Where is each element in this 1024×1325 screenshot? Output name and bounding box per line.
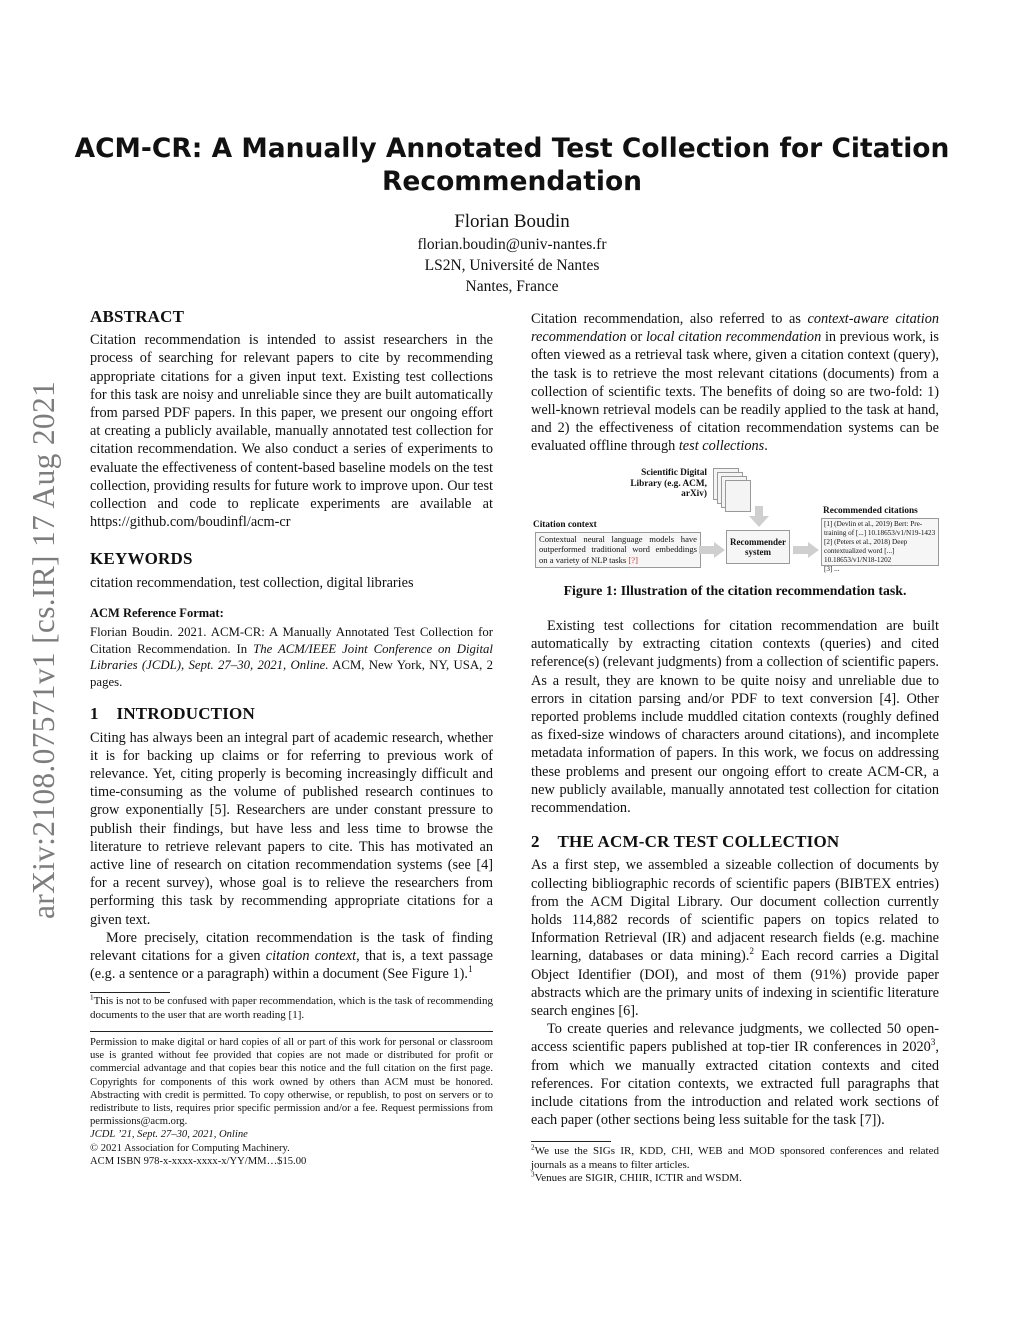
author-affiliation: LS2N, Université de Nantes [424,257,600,274]
down-arrow-icon [749,506,769,528]
footnote-ref-3: 3 [930,1038,936,1049]
keywords-heading: KEYWORDS [90,549,193,569]
intro-paragraph-2 [90,929,493,984]
acm-ref-citation: Florian Boudin. 2021. ACM-CR: A Manually Annotated Test Collection for Citation Recommendation. In [90,625,493,656]
recommended-list [821,518,939,573]
acm-ref-publisher: ACM, New York, NY, USA, 2 pages. [90,658,493,689]
right-intro-paragraph [531,310,939,456]
left-column [90,308,493,983]
right-intro-em2: local citation recommendation [645,329,822,346]
footnote-1-mark: 1 [90,993,94,1002]
recommender-system-box: Recommender system [726,530,790,564]
right-arrow-icon [793,542,819,558]
intro-heading [90,705,493,723]
footnote-rule-right [531,1141,611,1142]
intro-p2-emphasis: citation context [265,948,357,965]
permission-text: Permission to make digital or hard copies of all or part of this work for personal or classroom use is granted without fee provided that copies are not made or distributed for profit or commercial advantage and that copies bear this notice and the full citation on the first page. Copyrights for components of this work owned by others than ACM must be honored. Abstracting with credit is permitted. To copy otherwise, or republish, to post on servers or to redistribute to lists, requires prior specific permission and/or a fee. Request permissions from permissions@acm.org. [90,1037,493,1128]
figure-1 [531,466,939,576]
footnote-2-text: We use the SIGs IR, KDD, CHI, WEB and MOD sponsored conferences and related journals as a means to filter articles. [531,1145,939,1171]
paper-title [60,132,964,198]
author-email: florian.boudin@univ-nantes.fr [417,236,607,253]
footnote-ref-2: 2 [749,947,755,958]
arxiv-identifier: arXiv:2108.07571v1 [cs.IR] 17 Aug 2021 [26,380,61,920]
recommended-label: Recommended citations [823,506,918,516]
permission-copyright: © 2021 Association for Computing Machinery. [90,1142,290,1154]
intro-paragraph-1: Citing has always been an integral part of academic research, whether it is for backing up claims or for referring to previous work of relevance. Yet, citing properly is becoming increasingly difficult and time-consuming as the volume of published research continues to grow exponentially [5]. Researchers are under constant pressure to publish their findings, but have less and less time to browse the literature to retrieve relevant papers to cite. This has motivated an active line of research on citation recommendation systems (see [4] for a recent survey), whose goal is to relieve the researchers from performing this task by recommending appropriate citations for a given text. [90,729,493,928]
title-line-1: ACM-CR: A Manually Annotated Test Collection for Citation [74,133,950,164]
library-label: Scientific Digital Library (e.g. ACM, arXiv) [630,468,707,499]
footnote-ref-1: 1 [467,965,473,976]
context-marker: [?] [628,554,638,565]
footnote-3-text: Venues are SIGIR, CHIIR, ICTIR and WSDM. [534,1172,742,1185]
footnote-2-mark: 2 [531,1143,535,1152]
acm-ref-text [90,624,493,690]
right-paragraph-2: Existing test collections for citation recommendation are built automatically by extracting citation contexts (queries) and cited reference(s) (relevant judgments) from a collection of scientific papers. As a result, they are known to be quite noisy and unreliable due to errors in citation parsing and/or PDF to text conversion [4]. Other reported problems include muddled citation contexts (roughly defined as fixed-size windows of characters around citations), and incomplete metadata information of papers. In this work, we focus on addressing these problems and present our ongoing effort to create ACM-CR, a new publicly available, manually annotated test collection for citation recommendation. [531,618,939,817]
acm-ref-venue: The ACM/IEEE Joint Conference on Digital Libraries (JCDL), Sept. 27–30, 2021, Online. [90,641,493,673]
intro-p2-end: , that is, a text passage (e.g. a sentence or a paragraph) within a document (See Figure 1). [90,948,493,983]
permission-isbn: ACM ISBN 978-x-xxxx-xxxx-x/YY/MM…$15.00 [90,1155,307,1167]
right-intro-c: in previous work, is often viewed as a retrieval task where, given a citation context (query), the task is to retrieve the most relevant citations (documents) from a collection of scientific texts. The benefits of doing so are two-fold: 1) well-known retrieval models can be readily applied to the task at hand, and 2) the effectiveness of citation recommendation systems can be evaluated offline through [531,329,939,455]
intro-heading-text: INTRODUCTION [116,704,255,724]
context-label: Citation context [533,520,597,530]
figure-1-caption: Figure 1: Illustration of the citation recommendation task. [563,583,907,598]
recommended-item: [1] (Devlin et al., 2019) Bert: Pre-training of [...] 10.18653/v1/N19-1423 [824,520,936,537]
right-arrow-icon [699,542,725,558]
section-2-p1-a: As a first step, we assembled a sizeable collection of documents by collecting bibliographic records of scientific papers ( [531,857,939,892]
section-2-p1-b: entries) from the ACM Digital Library. Our document collection currently holds 114,882 records of scientific papers on topics related to Information Retrieval (IR) and adjacent research fields (e.g. machine learning, databases or data mining). [531,875,939,965]
footnote-1 [90,995,493,1022]
section-2-paragraph-2 [531,1020,939,1129]
permission-rule [90,1031,493,1032]
section-2-p1-c: Each record carries a Digital Object Identifier (DOI), and most of them (91%) provide paper abstracts which are the primary units of indexing in scientific literature search engines [6]. [531,948,939,1020]
section-2-p2-b: , from which we manually extracted citation contexts and cited references. For citation contexts, we extracted full paragraphs that include citations from the introduction and related work sections of each paper (other sections being less suitable for the task [7]). [531,1039,939,1129]
keywords-text: citation recommendation, test collection, digital libraries [90,574,414,591]
arxiv-side-stamp [24,360,64,940]
permission-venue: JCDL ’21, Sept. 27–30, 2021, Online [90,1129,248,1141]
section-2-heading [531,833,939,851]
section-2-paragraph-1 [531,856,939,1020]
section-2-p2-a: To create queries and relevance judgments, we collected 50 open-access scientific papers published at top-tier IR conferences in 2020 [531,1021,939,1056]
abstract-heading: ABSTRACT [90,307,185,326]
document-stack-icon [725,480,751,512]
author-location: Nantes, France [465,278,559,295]
right-intro-em3: test collections [678,438,765,455]
abstract-text: Citation recommendation is intended to assist researchers in the process of searching for relevant papers to cite by recommending appropriate citations for a given input text. Existing test collections for this task are noisy and unreliable since they are built automatically from parsed PDF papers. In this paper, we present our ongoing effort at creating a publicly available, manually annotated test collection for citation recommendation. We also conduct a series of experiments to evaluate the effectiveness of content-based baseline models on the test collection, providing results for future work to improve upon. Our test collection and code to replicate experiments are available at https://github.com/boudinfl/acm-cr [90,332,493,531]
intro-p2-start: More precisely, citation recommendation is the task of finding relevant citations for a given [90,929,493,965]
section-2-title: THE ACM-CR TEST COLLECTION [557,832,840,852]
footnote-rule [90,992,170,993]
acm-ref-heading: ACM Reference Format: [90,605,224,620]
section-2-number: 2 [531,832,540,852]
title-line-2: Recommendation [381,166,643,197]
permission-block [90,1036,493,1168]
right-intro-b: or [626,329,646,346]
right-intro-d: . [764,438,768,455]
context-text: Contextual neural language models have outperformed traditional word embeddings on a variety of NLP tasks [539,534,697,565]
footnotes-right [531,1145,939,1186]
intro-heading-number: 1 [90,704,99,724]
footnote-3 [531,1172,939,1186]
recommended-item: [3] ... [824,564,840,573]
footnote-3-mark: 3 [531,1170,535,1179]
right-column-body [531,617,939,1129]
right-intro-em1: context-aware citation recommendation [531,311,939,346]
footnote-2 [531,1145,939,1172]
right-intro-a: Citation recommendation, also referred to as [531,311,808,327]
author-name: Florian Boudin [454,211,570,232]
footnote-1-text: This is not to be confused with paper recommendation, which is the task of recommending documents to the user that are worth reading [1]. [90,995,493,1021]
recommended-item: [2] (Peters et al., 2018) Deep contextualized word [...] 10.18653/v1/N18-1202 [824,537,908,564]
context-box [535,532,701,568]
bibtex-logo-text: BIBTEX [839,875,892,892]
